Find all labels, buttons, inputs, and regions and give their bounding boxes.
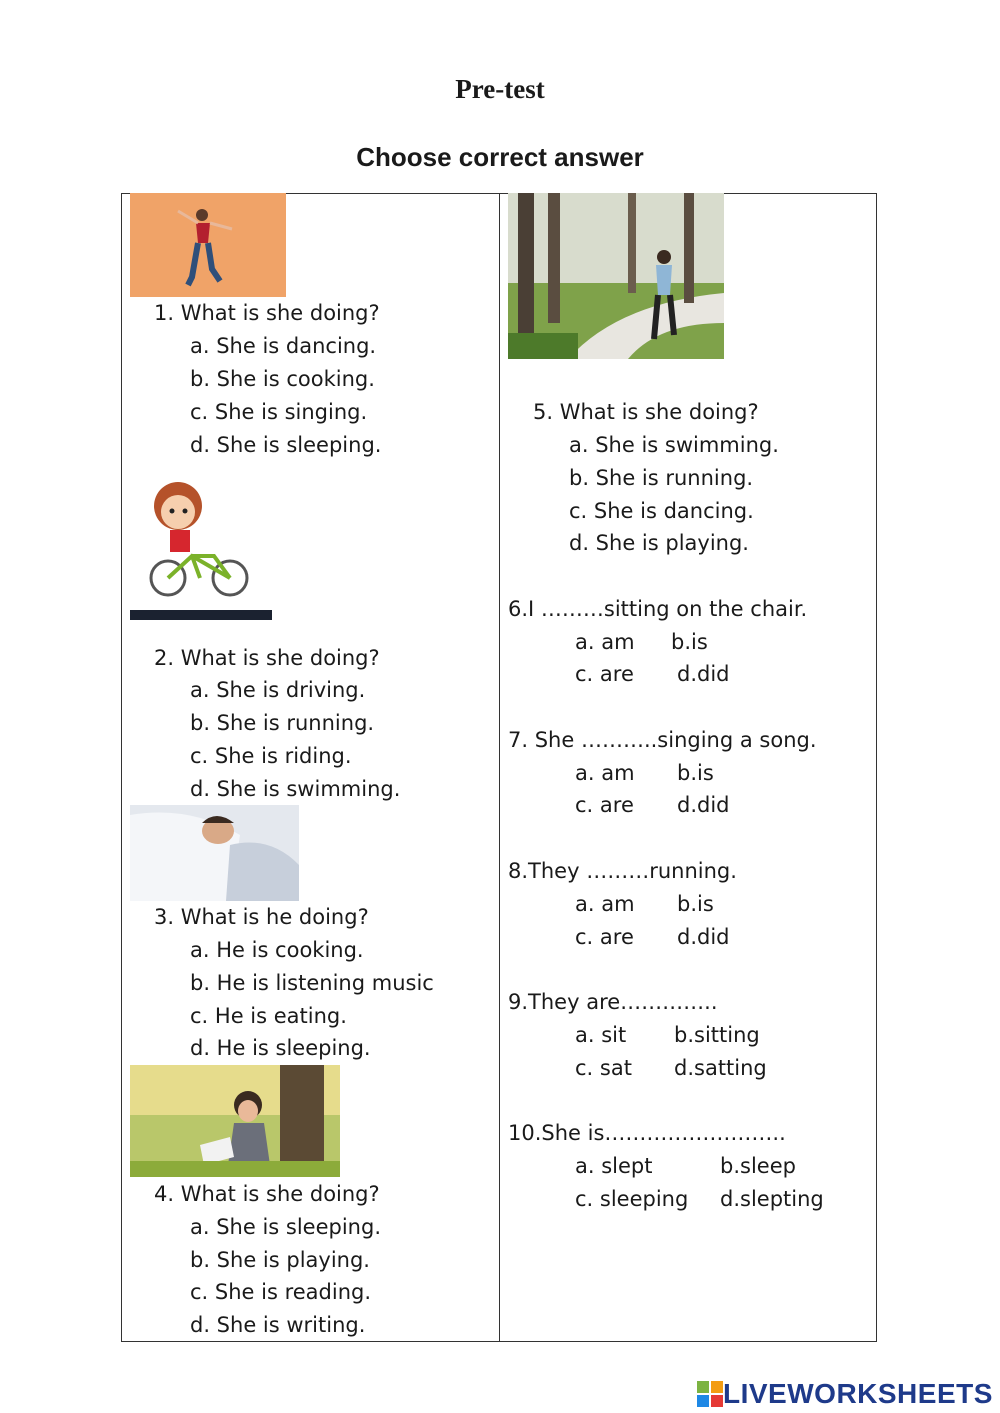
q5-option-c[interactable]: c. She is dancing. <box>569 499 754 523</box>
q10-option-c[interactable]: c. sleeping <box>575 1187 689 1211</box>
instructions: Choose correct answer <box>356 142 644 172</box>
page-title: Pre-test <box>455 74 545 104</box>
q2-option-a[interactable]: a. She is driving. <box>190 678 366 702</box>
q7-option-c[interactable]: c. are <box>575 793 634 817</box>
q8-option-a[interactable]: a. am <box>575 892 635 916</box>
q3-option-c[interactable]: c. He is eating. <box>190 1004 347 1028</box>
liveworksheets-logo[interactable] <box>697 1377 993 1411</box>
question-7: 7. She ………..singing a song. <box>508 728 817 752</box>
q10-option-d[interactable]: d.slepting <box>720 1187 824 1211</box>
q2-option-b[interactable]: b. She is running. <box>190 711 375 735</box>
q7-option-d[interactable]: d.did <box>677 793 730 817</box>
q4-option-a[interactable]: a. She is sleeping. <box>190 1215 381 1239</box>
q1-option-d[interactable]: d. She is sleeping. <box>190 433 382 457</box>
q6-option-b[interactable]: b.is <box>671 630 708 654</box>
question-3: 3. What is he doing? <box>154 905 369 929</box>
question-2: 2. What is she doing? <box>154 646 380 670</box>
woman-dancing-image <box>130 193 286 297</box>
question-8: 8.They ………running. <box>508 859 737 883</box>
q10-option-a[interactable]: a. slept <box>575 1154 653 1178</box>
q6-option-a[interactable]: a. am <box>575 630 635 654</box>
q2-option-c[interactable]: c. She is riding. <box>190 744 352 768</box>
q9-option-b[interactable]: b.sitting <box>674 1023 760 1047</box>
girl-riding-bike-image <box>130 478 272 620</box>
q6-option-d[interactable]: d.did <box>677 662 730 686</box>
q3-option-a[interactable]: a. He is cooking. <box>190 938 364 962</box>
q1-option-b[interactable]: b. She is cooking. <box>190 367 375 391</box>
question-10: 10.She is…………………….. <box>508 1121 786 1145</box>
q5-option-b[interactable]: b. She is running. <box>569 466 754 490</box>
question-9: 9.They are………….. <box>508 990 718 1014</box>
man-sleeping-image <box>130 805 299 901</box>
q8-option-d[interactable]: d.did <box>677 925 730 949</box>
logo-text: LIVEWORKSHEETS <box>723 1378 993 1409</box>
q1-option-c[interactable]: c. She is singing. <box>190 400 368 424</box>
q4-option-b[interactable]: b. She is playing. <box>190 1248 370 1272</box>
q8-option-b[interactable]: b.is <box>677 892 714 916</box>
girl-reading-image <box>130 1065 340 1177</box>
q8-option-c[interactable]: c. are <box>575 925 634 949</box>
q10-option-b[interactable]: b.sleep <box>720 1154 796 1178</box>
liveworksheets-logo-icon <box>697 1381 723 1407</box>
question-1: 1. What is she doing? <box>154 301 380 325</box>
question-4: 4. What is she doing? <box>154 1182 380 1206</box>
q2-option-d[interactable]: d. She is swimming. <box>190 777 401 801</box>
q6-option-c[interactable]: c. are <box>575 662 634 686</box>
question-5: 5. What is she doing? <box>533 400 759 424</box>
q5-option-d[interactable]: d. She is playing. <box>569 531 749 555</box>
column-divider <box>499 193 500 1342</box>
q1-option-a[interactable]: a. She is dancing. <box>190 334 377 358</box>
question-6: 6.I ………sitting on the chair. <box>508 597 808 621</box>
q4-option-d[interactable]: d. She is writing. <box>190 1313 366 1337</box>
q3-option-b[interactable]: b. He is listening music <box>190 971 434 995</box>
q7-option-b[interactable]: b.is <box>677 761 714 785</box>
q9-option-c[interactable]: c. sat <box>575 1056 632 1080</box>
woman-running-image <box>508 193 724 359</box>
q5-option-a[interactable]: a. She is swimming. <box>569 433 779 457</box>
q9-option-a[interactable]: a. sit <box>575 1023 627 1047</box>
q9-option-d[interactable]: d.satting <box>674 1056 767 1080</box>
q4-option-c[interactable]: c. She is reading. <box>190 1280 372 1304</box>
q3-option-d[interactable]: d. He is sleeping. <box>190 1036 371 1060</box>
q7-option-a[interactable]: a. am <box>575 761 635 785</box>
